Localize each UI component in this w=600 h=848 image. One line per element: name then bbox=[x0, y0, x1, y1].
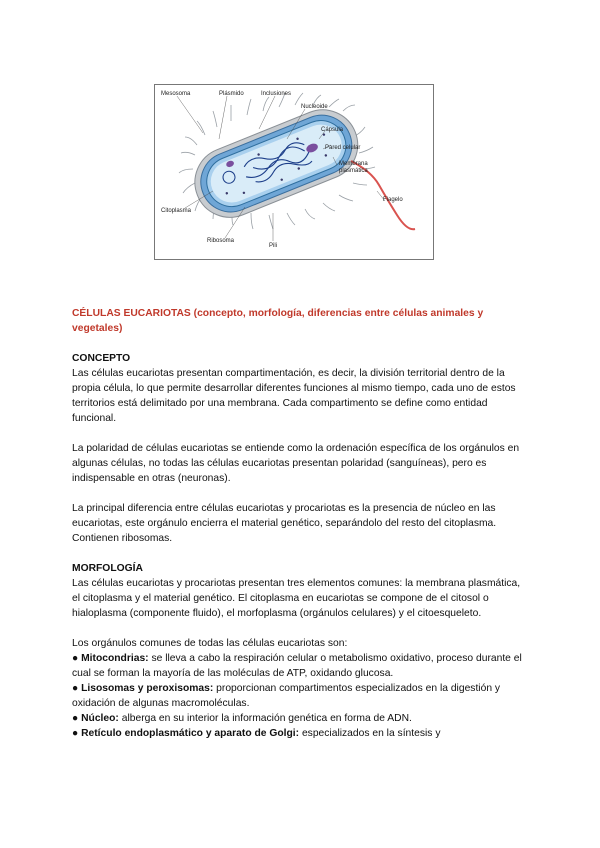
organelles-intro: Los orgánulos comunes de todas las células eucariotas son: bbox=[72, 638, 348, 649]
bacteria-diagram bbox=[154, 84, 434, 260]
concepto-paragraph-2: La polaridad de células eucariotas se entiende como la ordenación específica de los orgánulos en algunas células, no todas las células eucariotas presentan polaridad (sanguíneas), pero es indispensable en otras (neuronas). bbox=[72, 443, 520, 484]
list-item bbox=[72, 651, 528, 681]
label-nucleoide: Nucleoide bbox=[301, 104, 328, 110]
list-item bbox=[72, 711, 528, 726]
label-mesosoma: Mesosoma bbox=[161, 91, 191, 97]
label-pared-celular: Pared celular bbox=[325, 145, 361, 151]
list-item-text: alberga en su interior la información genética en forma de ADN. bbox=[118, 713, 412, 724]
list-item-term: Mitocondrias: bbox=[81, 653, 149, 664]
document-title: CÉLULAS EUCARIOTAS (concepto, morfología, diferencias entre células animales y vegetales) bbox=[72, 308, 484, 334]
label-plasmido: Plásmido bbox=[219, 91, 244, 97]
label-plasmatica: plasmática bbox=[339, 168, 368, 174]
list-item-text: especializados en la síntesis y bbox=[299, 728, 441, 739]
morfologia-heading: MORFOLOGÍA bbox=[72, 563, 143, 574]
label-flagelo: Flagelo bbox=[383, 197, 403, 203]
list-item bbox=[72, 726, 528, 741]
concepto-paragraph-3: La principal diferencia entre células eucariotas y procariotas es la presencia de núcleo en las eucariotas, este orgánulo encierra el material genético, separándolo del resto del citoplasma. Contienen ribosomas. bbox=[72, 503, 497, 544]
label-citoplasma: Citoplasma bbox=[161, 208, 192, 214]
document-body bbox=[72, 306, 528, 741]
list-item-term: Retículo endoplasmático y aparato de Golgi: bbox=[81, 728, 300, 739]
bullet: ● bbox=[72, 713, 82, 724]
bullet: ● bbox=[72, 653, 82, 664]
label-ribosoma: Ribosoma bbox=[207, 238, 235, 244]
list-item-text: se lleva a cabo la respiración celular o metabolismo oxidativo, proceso durante el cual se forman la mayoría de las moléculas de ATP, oxidando glucosa. bbox=[72, 653, 522, 679]
list-item-text: proporcionan compartimentos especializados en la digestión y oxidación de algunas macromoléculas. bbox=[72, 683, 501, 709]
list-item bbox=[72, 681, 528, 711]
label-inclusiones: Inclusiones bbox=[261, 91, 292, 97]
bacteria-illustration bbox=[155, 85, 433, 259]
list-item-term: Núcleo: bbox=[81, 713, 119, 724]
label-membrana: Membrana bbox=[339, 161, 368, 167]
morfologia-paragraph-1: Las células eucariotas y procariotas presentan tres elementos comunes: la membrana plasmática, el citoplasma y el material genético. El citoplasma en eucariotas se compone de el citosol o hialoplasma (componente fluido), el morfoplasma (orgánulos celulares) y el citoesqueleto. bbox=[72, 578, 521, 619]
bullet: ● bbox=[72, 683, 82, 694]
label-pili: Pili bbox=[269, 243, 278, 249]
concepto-paragraph-1: Las células eucariotas presentan compartimentación, es decir, la división territorial dentro de la propia célula, lo que permite desarrollar diferentes funciones al mismo tiempo, cada uno de estos territorios está delimitado por una membrana. Cada compartimento se define como entidad funcional. bbox=[72, 368, 516, 424]
organelles-list bbox=[72, 651, 528, 741]
list-item-term: Lisosomas y peroxisomas: bbox=[81, 683, 214, 694]
bullet: ● bbox=[72, 728, 82, 739]
label-capsula: Cápsula bbox=[321, 127, 344, 133]
concepto-heading: CONCEPTO bbox=[72, 353, 131, 364]
